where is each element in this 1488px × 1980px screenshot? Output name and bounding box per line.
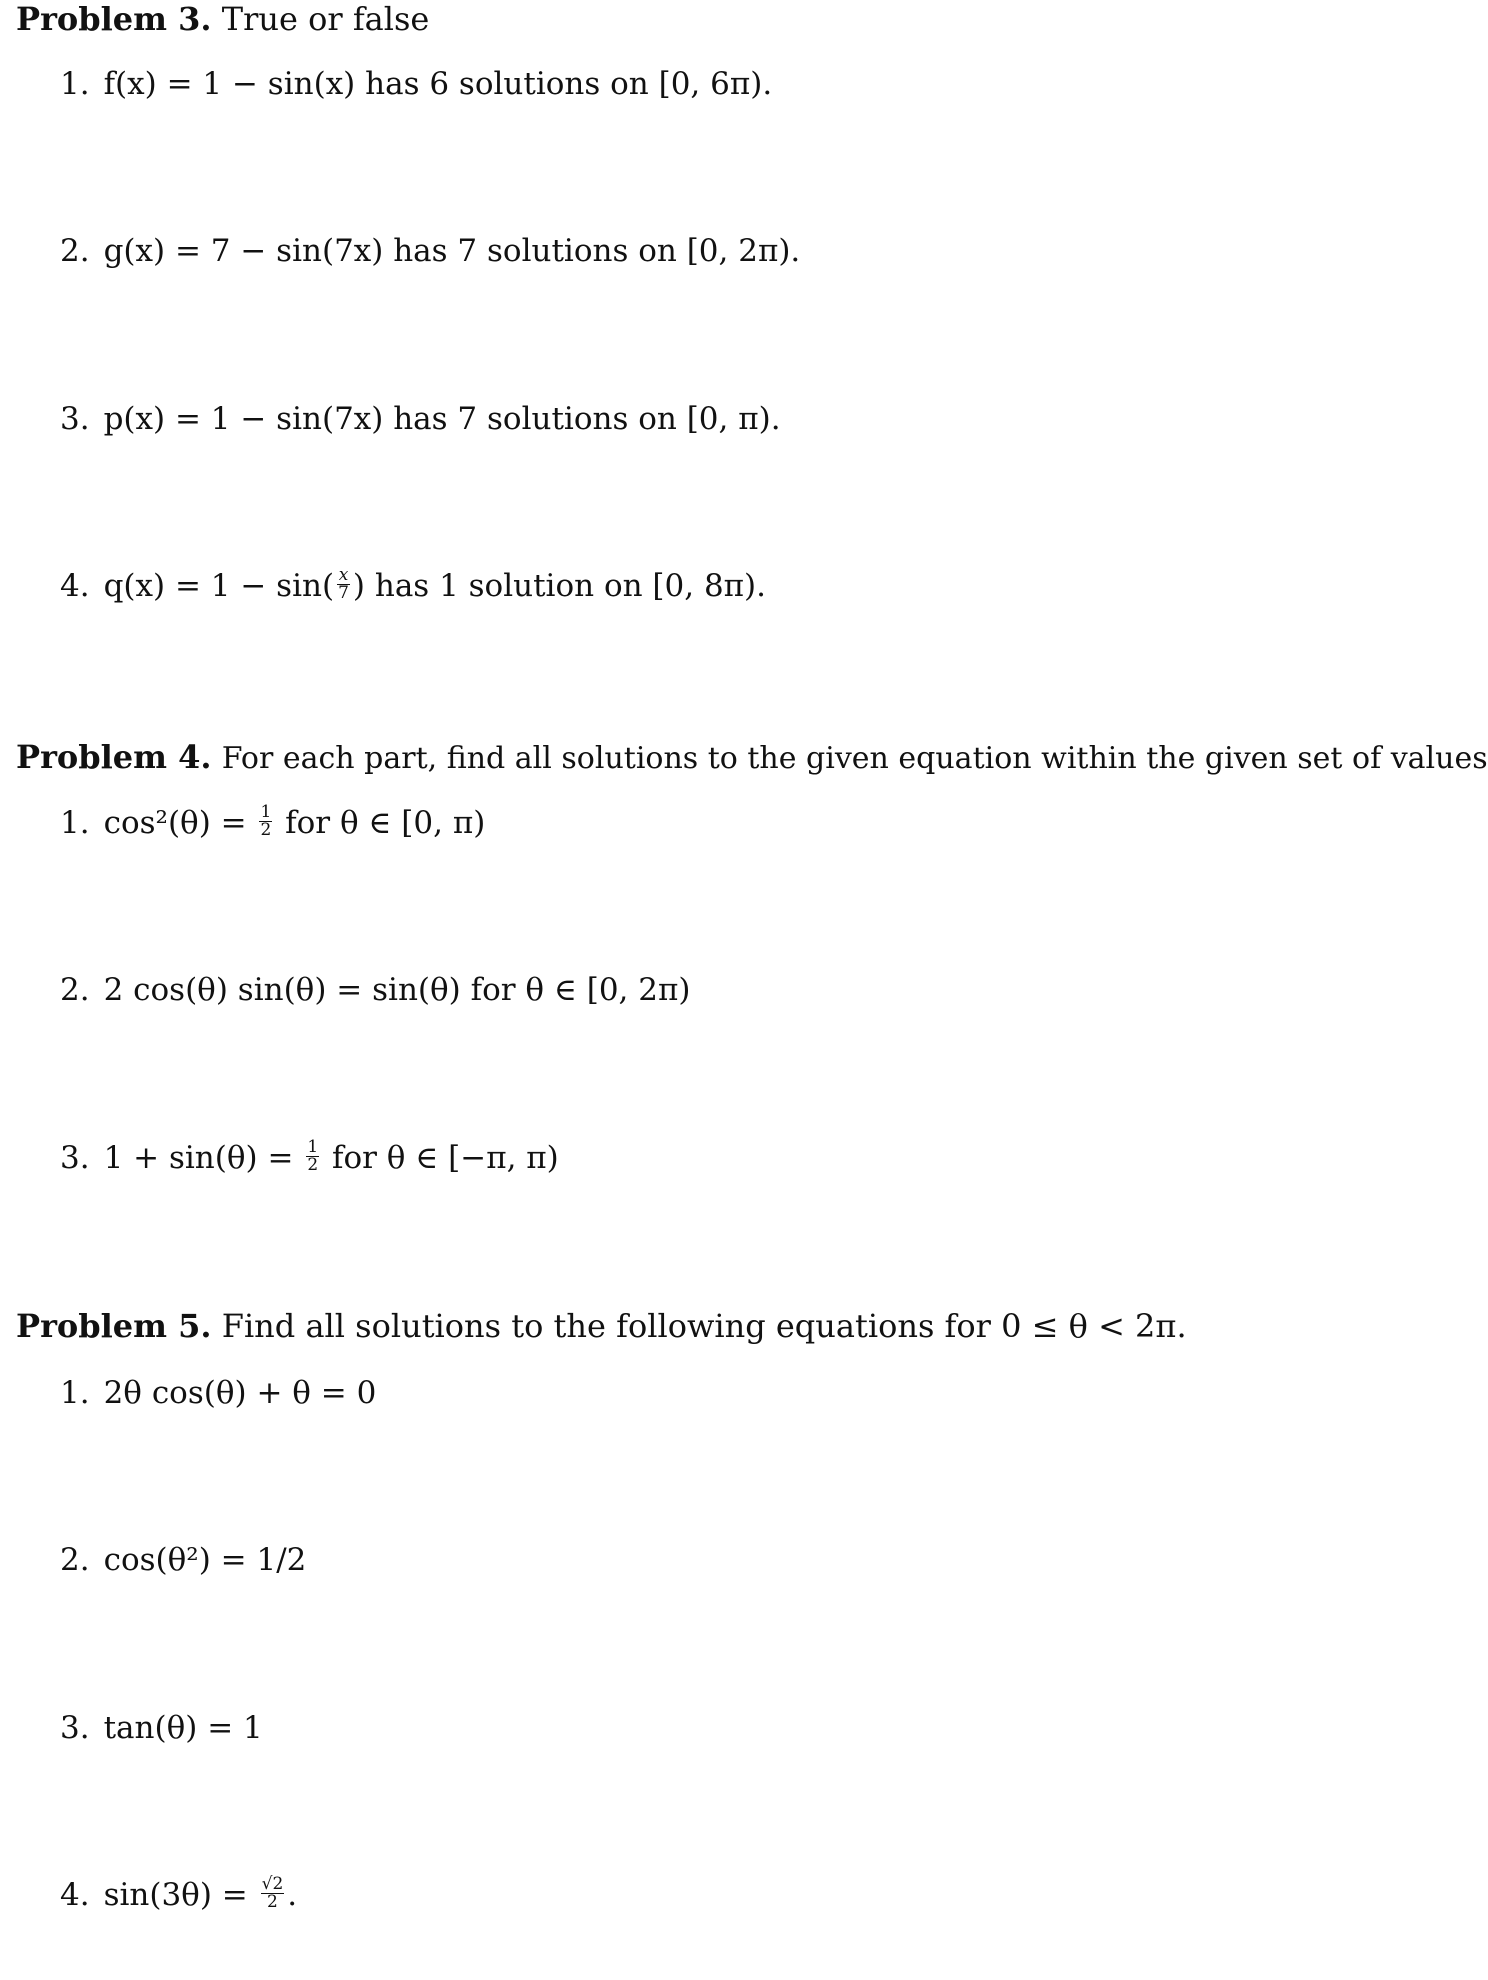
item-number: 1.: [60, 805, 90, 841]
problem-3-instruction: True or false: [221, 0, 430, 38]
problem-3-item-3: [60, 401, 781, 437]
item-text-post: for θ ∈ [0, π): [275, 805, 486, 841]
item-text-pre: q(x) = 1 − sin(: [103, 568, 335, 604]
item-text: tan(θ) = 1: [103, 1710, 263, 1746]
problem-3-item-1: [60, 66, 772, 102]
problem-5-item-2: [60, 1542, 306, 1578]
problem-3-item-2: [60, 233, 800, 269]
item-text-post: for θ ∈ [−π, π): [322, 1140, 559, 1176]
fraction: [306, 1139, 319, 1174]
fraction-denominator: 2: [260, 820, 272, 840]
item-number: 2.: [60, 1542, 90, 1578]
problem-4-item-2: [60, 972, 690, 1008]
problem-5-heading: [16, 1307, 1187, 1345]
problem-3-label: Problem 3.: [16, 0, 212, 38]
problem-5-item-3: [60, 1710, 263, 1746]
item-number: 2.: [60, 233, 90, 269]
problem-4-label: Problem 4.: [16, 738, 212, 776]
item-text: cos(θ²) = 1/2: [103, 1542, 307, 1578]
item-number: 4.: [60, 1877, 90, 1913]
item-text: 2 cos(θ) sin(θ) = sin(θ) for θ ∈ [0, 2π): [103, 972, 691, 1008]
problem-4-item-3: [60, 1137, 559, 1177]
item-text-post: .: [287, 1877, 298, 1913]
item-number: 4.: [60, 568, 90, 604]
fraction-denominator: 2: [307, 1155, 319, 1175]
problem-5-item-4: [60, 1874, 298, 1914]
item-text-post: ) has 1 solution on [0, 8π).: [352, 568, 767, 604]
fraction-denominator: 7: [338, 583, 349, 603]
problem-4-heading: [16, 738, 1488, 776]
fraction-denominator: 2: [267, 1892, 278, 1912]
item-text: f(x) = 1 − sin(x) has 6 solutions on [0, 6π).: [103, 66, 773, 102]
fraction-numerator: x: [338, 565, 349, 585]
item-text: p(x) = 1 − sin(7x) has 7 solutions on [0, π).: [103, 401, 781, 437]
problem-3-item-4: [60, 565, 767, 605]
item-number: 3.: [60, 1140, 90, 1176]
item-text-pre: 1 + sin(θ) =: [103, 1140, 304, 1176]
fraction: [259, 804, 272, 839]
problem-5-label: Problem 5.: [16, 1307, 212, 1345]
problem-4-item-1: [60, 802, 486, 842]
item-text: 2θ cos(θ) + θ = 0: [103, 1375, 377, 1411]
item-text: g(x) = 7 − sin(7x) has 7 solutions on [0, 2π).: [103, 233, 801, 269]
problem-4-instruction: For each part, find all solutions to the given equation within the given set of values: [221, 741, 1488, 776]
fraction-numerator: √2: [261, 1874, 284, 1894]
item-number: 2.: [60, 972, 90, 1008]
fraction-numerator: 1: [307, 1137, 319, 1157]
item-number: 3.: [60, 1710, 90, 1746]
item-text-pre: cos²(θ) =: [103, 805, 257, 841]
problem-5-item-1: [60, 1375, 376, 1411]
fraction: [261, 1876, 285, 1911]
fraction: [337, 567, 350, 602]
fraction-numerator: 1: [260, 802, 272, 822]
problem-5-instruction: Find all solutions to the following equations for 0 ≤ θ < 2π.: [221, 1307, 1187, 1345]
item-number: 1.: [60, 1375, 90, 1411]
item-text-pre: sin(3θ) =: [103, 1877, 258, 1913]
item-number: 1.: [60, 66, 90, 102]
item-number: 3.: [60, 401, 90, 437]
problem-3-heading: [16, 0, 429, 38]
